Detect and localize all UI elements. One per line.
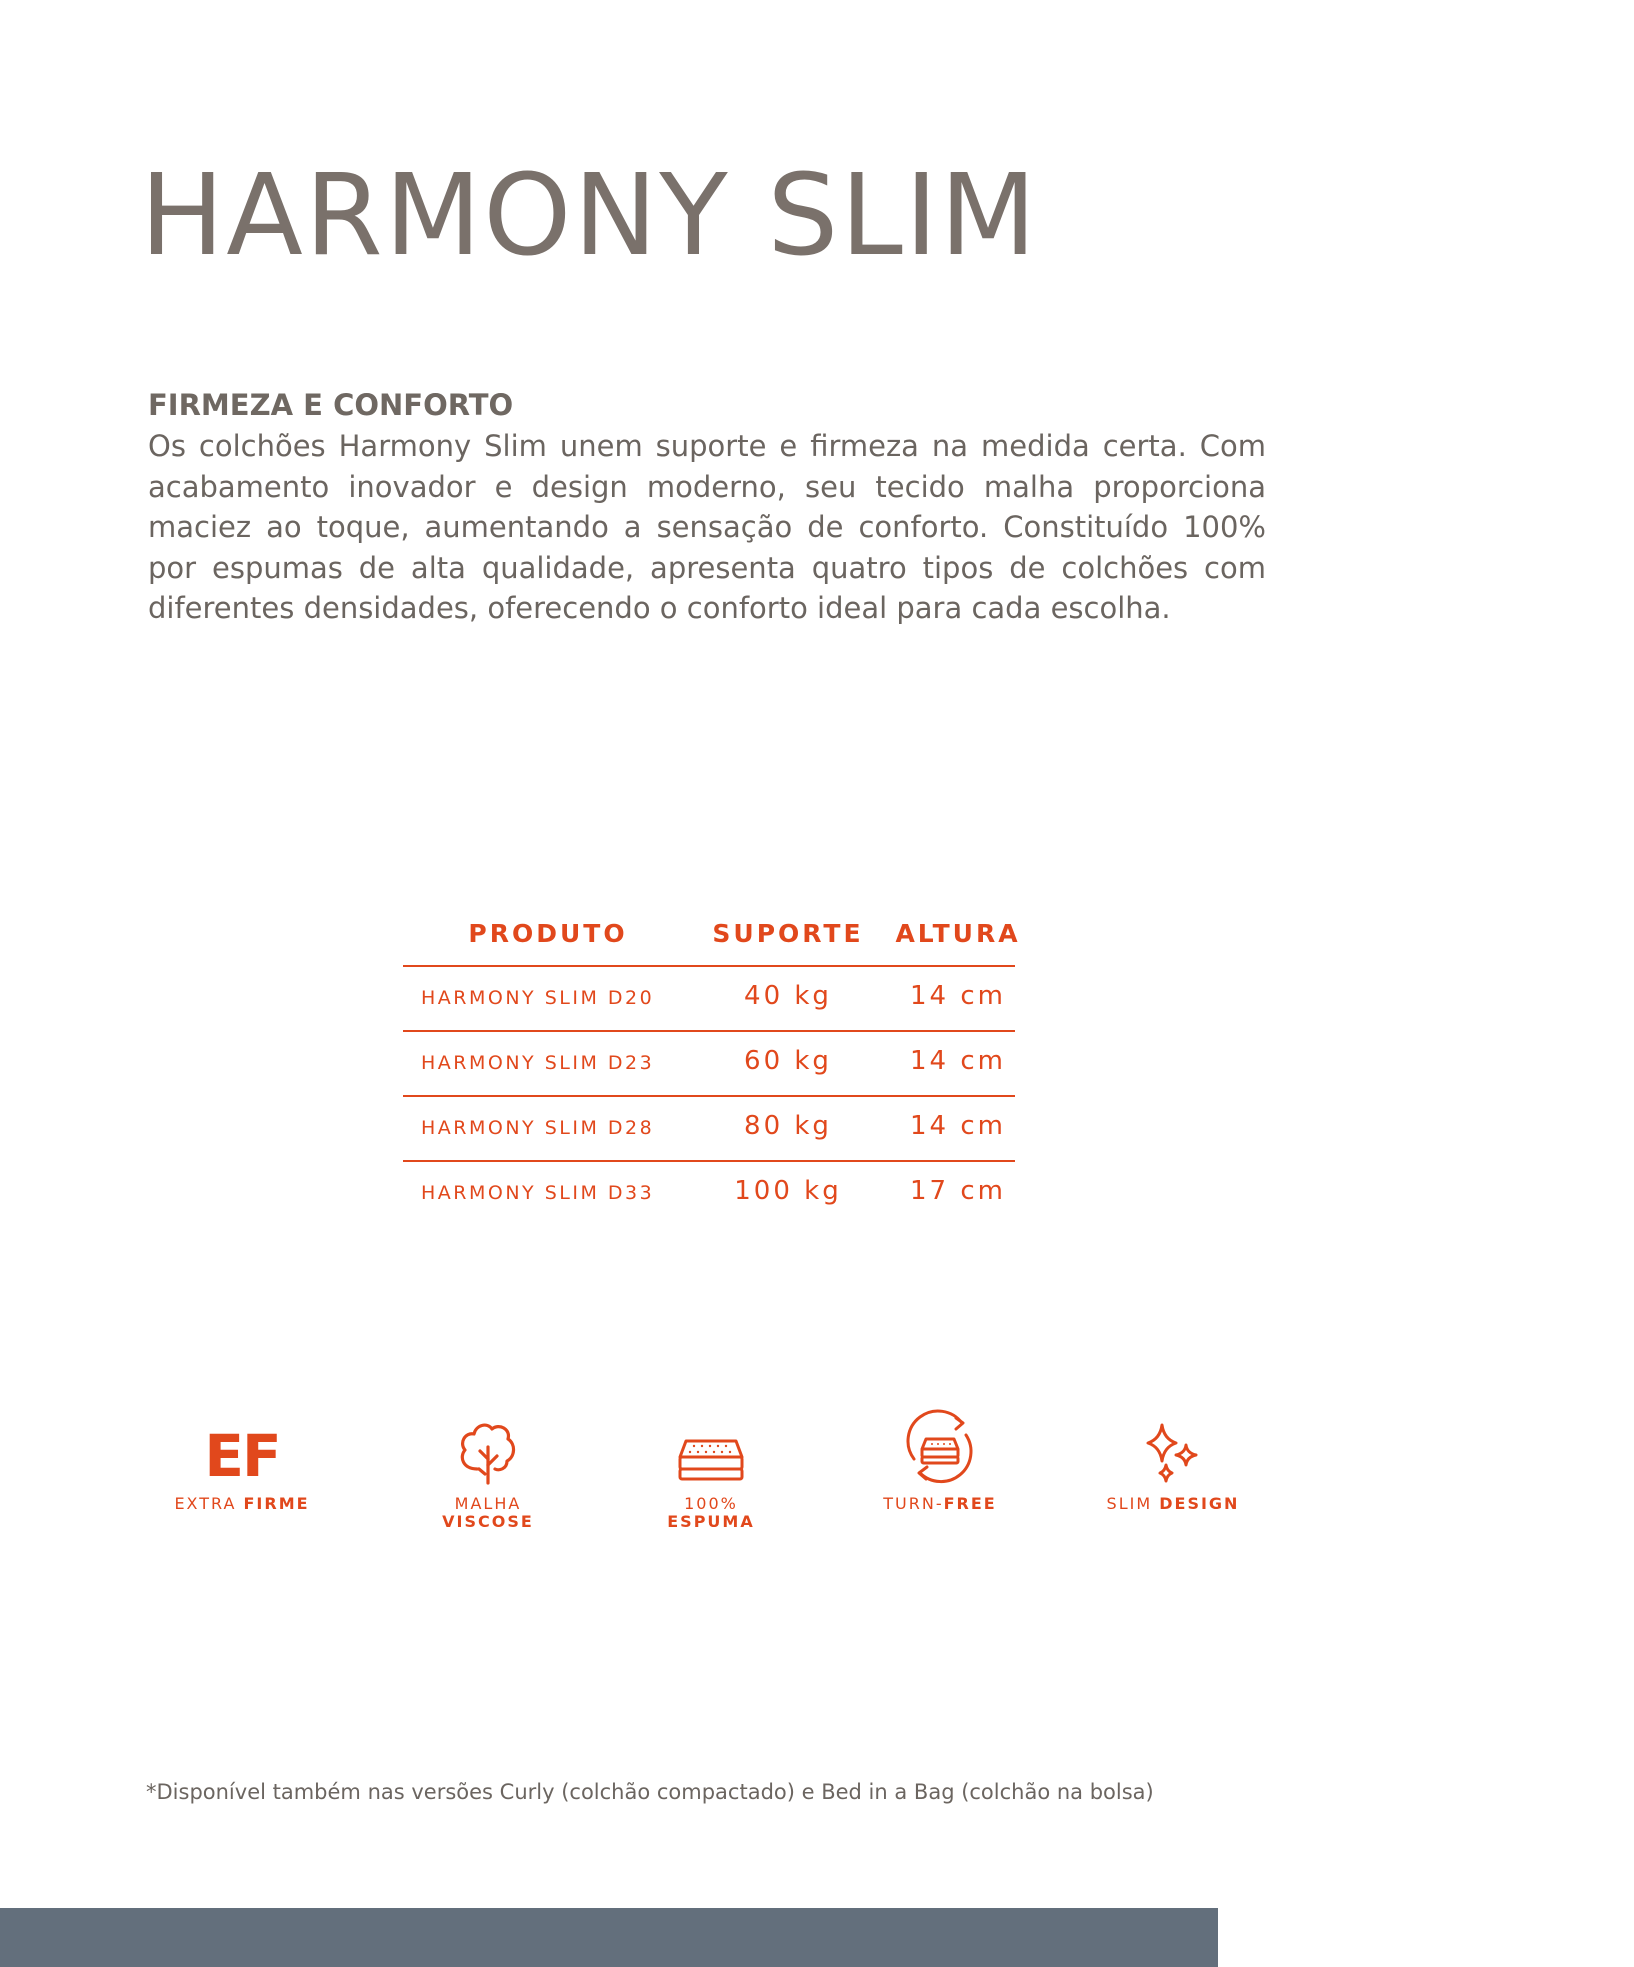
feature-espuma [596, 1405, 826, 1531]
extra-firme-ef-icon [127, 1405, 357, 1490]
row-produto: HARMONY SLIM D33 [421, 1182, 655, 1204]
table-row [403, 967, 1015, 1032]
header-altura: ALTURA [895, 919, 1021, 948]
row-produto: HARMONY SLIM D28 [421, 1117, 655, 1139]
row-suporte: 40 kg [744, 981, 832, 1011]
row-altura: 17 cm [910, 1176, 1006, 1206]
row-suporte: 100 kg [734, 1176, 842, 1206]
table-row [403, 1162, 1015, 1225]
foam-mattress-icon [596, 1405, 826, 1485]
section-subtitle: FIRMEZA E CONFORTO [148, 388, 514, 422]
feature-label: TURN-FREE [883, 1494, 997, 1513]
table-row [403, 1032, 1015, 1097]
table-row [403, 1097, 1015, 1162]
row-produto: HARMONY SLIM D20 [421, 987, 655, 1009]
row-altura: 14 cm [910, 981, 1006, 1011]
turn-free-icon [825, 1405, 1055, 1485]
feature-label: 100% ESPUMA [667, 1494, 755, 1531]
sparkles-icon [1058, 1405, 1288, 1485]
feature-label: SLIM DESIGN [1106, 1494, 1240, 1513]
feature-malha-viscose [373, 1405, 603, 1531]
feature-turn-free [825, 1405, 1055, 1513]
feature-label: EXTRA FIRME [174, 1494, 310, 1513]
spec-table [403, 905, 1021, 1225]
footnote: *Disponível também nas versões Curly (colchão compactado) e Bed in a Bag (colchão na bolsa) [146, 1780, 1154, 1804]
feature-slim-design [1058, 1405, 1288, 1513]
row-altura: 14 cm [910, 1111, 1006, 1141]
feature-extra-firme [127, 1405, 357, 1513]
spec-table-header [403, 905, 1021, 967]
feature-label: MALHA VISCOSE [442, 1494, 534, 1531]
header-produto: PRODUTO [468, 919, 628, 948]
product-description: Os colchões Harmony Slim unem suporte e firmeza na medida certa. Com acabamento inovador e design moderno, seu tecido malha proporciona maciez ao toque, aumentando a sensação de conforto. Constituído 100% por espumas de alta qualidade, apresenta quatro tipos de colchões com diferentes densidades, oferecendo o conforto ideal para cada escolha. [148, 429, 1266, 625]
header-suporte: SUPORTE [712, 919, 864, 948]
row-altura: 14 cm [910, 1046, 1006, 1076]
row-suporte: 80 kg [744, 1111, 832, 1141]
ef-mark: EF [204, 1422, 280, 1490]
bottom-bar [0, 1908, 1218, 1967]
tree-icon [373, 1405, 603, 1485]
row-produto: HARMONY SLIM D23 [421, 1052, 655, 1074]
page-title: HARMONY SLIM [140, 151, 1039, 281]
row-suporte: 60 kg [744, 1046, 832, 1076]
